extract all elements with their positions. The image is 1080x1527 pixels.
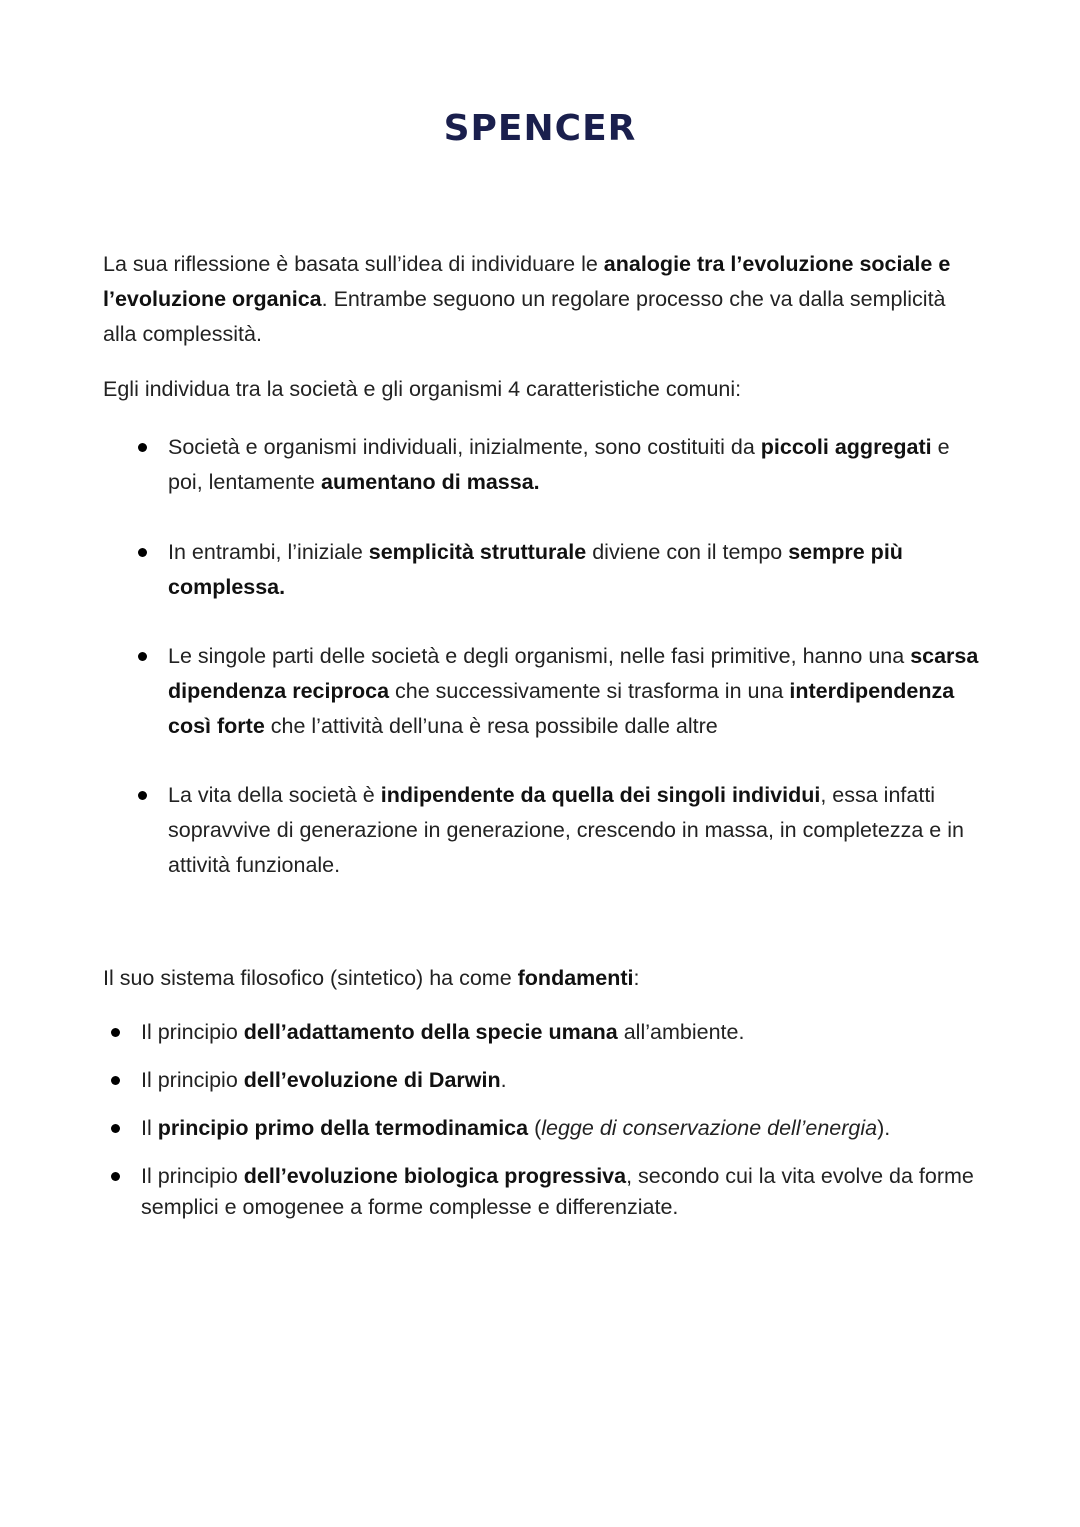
page-title: SPENCER [443, 108, 637, 149]
characteristic-item: La vita della società è indipendente da quella dei singoli individui, essa infatti sopravvive di generazione in generazione, crescendo in massa, in completezza e in attività funzionale. [168, 778, 983, 883]
bold-text: analogie tra l’evoluzione sociale e l’evoluzione organica [103, 252, 951, 311]
intro-paragraph: La sua riflessione è basata sull’idea di individuare le analogie tra l’evoluzione sociale e l’evoluzione organica. Entrambe seguono un regolare processo che va dalla semplicità alla complessità. [103, 252, 951, 346]
principle-item: Il principio dell’adattamento della specie umana all’ambiente. [141, 1017, 983, 1048]
principle-item: Il principio dell’evoluzione di Darwin. [141, 1065, 983, 1096]
characteristic-item: In entrambi, l’iniziale semplicità strutturale diviene con il tempo sempre più complessa. [168, 535, 983, 605]
principle-item: Il principio dell’evoluzione biologica progressiva, secondo cui la vita evolve da forme semplici e omogenee a forme complesse e differenziate. [141, 1161, 983, 1223]
characteristics-lead: Egli individua tra la società e gli organismi 4 caratteristiche comuni: [103, 377, 742, 401]
characteristic-item: Le singole parti delle società e degli organismi, nelle fasi primitive, hanno una scarsa dipendenza reciproca che successivamente si trasforma in una interdipendenza così forte che l’attività dell’una è resa possibile dalle altre [168, 639, 983, 744]
principle-item: Il principio primo della termodinamica (legge di conservazione dell’energia). [141, 1113, 983, 1144]
characteristic-item: Società e organismi individuali, inizialmente, sono costituiti da piccoli aggregati e poi, lentamente aumentano di massa. [168, 430, 983, 500]
system-paragraph: Il suo sistema filosofico (sintetico) ha come fondamenti: [103, 966, 640, 990]
